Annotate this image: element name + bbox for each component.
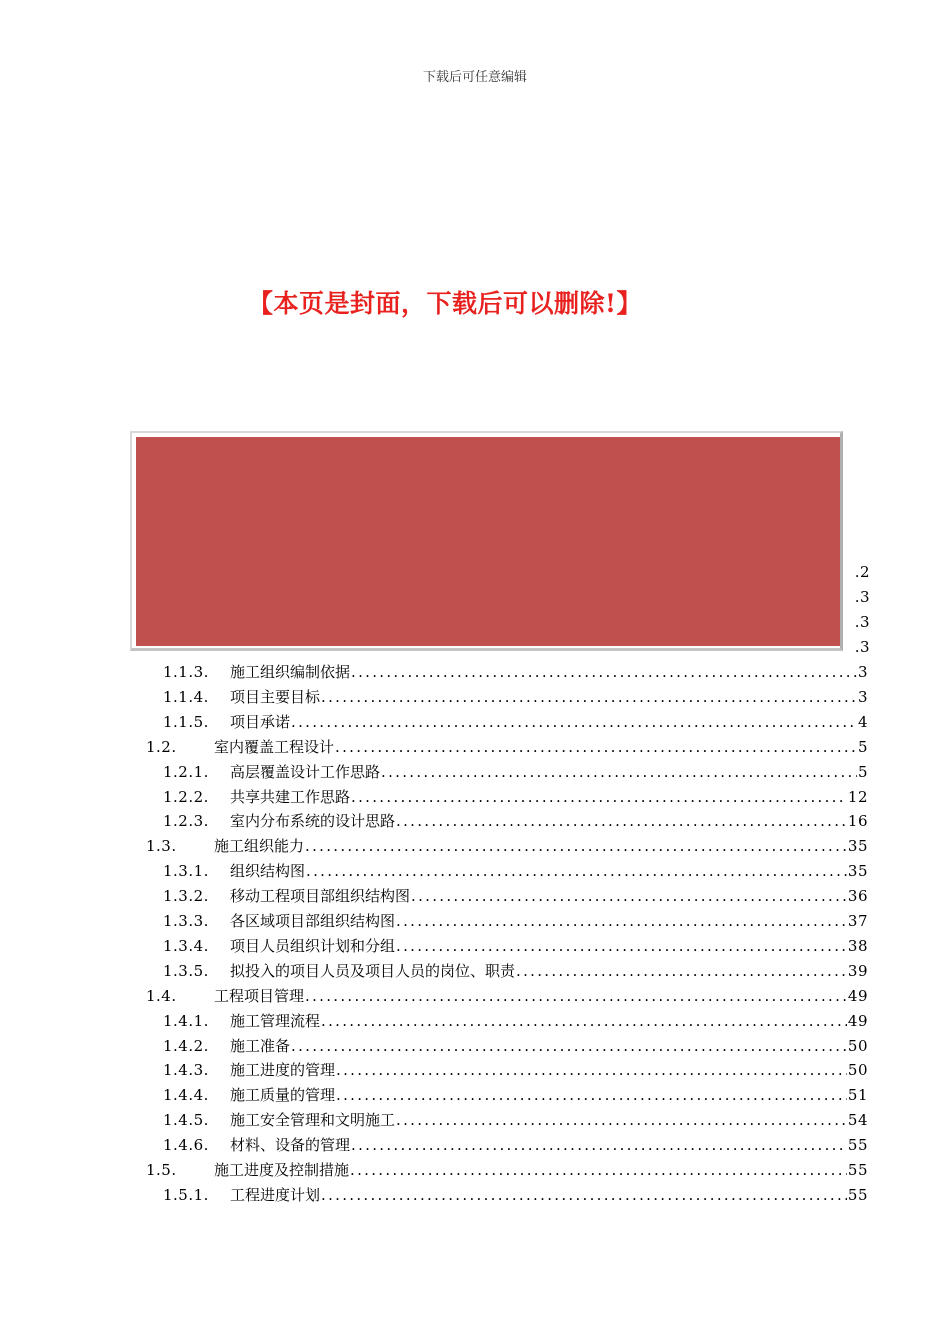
toc-entry[interactable]	[163, 786, 868, 808]
toc-entry[interactable]	[163, 935, 868, 957]
toc-entry-title: 施工质量的管理	[230, 1086, 336, 1105]
toc-entry[interactable]	[163, 1109, 868, 1131]
toc-entry-page: 37	[847, 912, 868, 930]
toc-entry-title: 项目主要目标	[230, 687, 321, 706]
toc-entry-number: 1.3.5.	[163, 961, 209, 980]
toc-entry-number: 1.4.6.	[163, 1136, 209, 1155]
toc-entry[interactable]	[146, 1159, 868, 1181]
toc-entry-title: 高层覆盖设计工作思路	[230, 762, 381, 781]
toc-entry-title: 施工准备	[230, 1036, 291, 1055]
toc-entry-number: 1.2.	[146, 737, 177, 756]
toc-dot-leader	[396, 1109, 847, 1131]
toc-entry-number: 1.3.1.	[163, 862, 209, 881]
toc-dot-leader	[336, 1084, 847, 1106]
toc-dot-leader	[336, 1059, 847, 1081]
toc-entry[interactable]	[163, 711, 868, 733]
toc-entry[interactable]	[163, 1134, 868, 1156]
toc-entry-number: 1.3.3.	[163, 912, 209, 930]
toc-entry-page: 49	[847, 986, 868, 1005]
toc-entry-page: 38	[847, 936, 868, 955]
toc-dot-leader	[306, 860, 847, 882]
toc-entry-page: 54	[847, 1111, 868, 1130]
toc-entry-title: 项目承诺	[230, 712, 291, 731]
toc-stub-page: .3	[854, 588, 870, 606]
toc-dot-leader	[351, 661, 857, 683]
toc-stub-page: .3	[854, 638, 870, 656]
toc-entry-number: 1.5.	[146, 1161, 177, 1179]
toc-entry[interactable]	[163, 661, 868, 683]
toc-entry-title: 室内分布系统的设计思路	[230, 812, 396, 831]
toc-entry[interactable]	[163, 686, 868, 708]
toc-entry-number: 1.3.2.	[163, 887, 209, 906]
toc-dot-leader	[321, 1010, 847, 1032]
toc-entry-title: 施工组织编制依据	[230, 663, 351, 681]
toc-dot-leader	[381, 761, 857, 783]
toc-entry[interactable]	[163, 1184, 868, 1206]
toc-entry[interactable]	[146, 736, 868, 758]
toc-entry-title: 材料、设备的管理	[230, 1136, 351, 1155]
toc-entry-page: 3	[857, 663, 868, 681]
toc-entry-number: 1.4.	[146, 986, 177, 1005]
toc-entry-title: 移动工程项目部组织结构图	[230, 887, 411, 906]
toc-entry-page: 36	[847, 887, 868, 906]
toc-entry-title: 施工进度及控制措施	[214, 1161, 350, 1179]
toc-entry-page: 16	[847, 812, 868, 831]
toc-entry-number: 1.4.3.	[163, 1061, 209, 1080]
toc-entry-number: 1.3.	[146, 837, 177, 856]
toc-dot-leader	[335, 736, 857, 758]
toc-entry[interactable]	[163, 910, 868, 932]
toc-entry[interactable]	[163, 960, 868, 982]
toc-entry[interactable]	[163, 1084, 868, 1106]
toc-entry[interactable]	[163, 810, 868, 832]
toc-entry[interactable]	[146, 985, 868, 1007]
toc-entry-number: 1.4.5.	[163, 1111, 209, 1130]
toc-entry-page: 55	[847, 1185, 868, 1204]
toc-entry-page: 3	[857, 687, 868, 706]
toc-entry-title: 工程进度计划	[230, 1185, 321, 1204]
toc-stub-page: .2	[854, 563, 870, 581]
toc-entry-number: 1.4.2.	[163, 1036, 209, 1055]
toc-entry-page: 55	[847, 1161, 868, 1179]
toc-entry-number: 1.2.3.	[163, 812, 209, 831]
toc-entry-page: 49	[847, 1011, 868, 1030]
toc-entry-title: 共享共建工作思路	[230, 787, 351, 806]
toc-entry-title: 组织结构图	[230, 862, 306, 881]
toc-entry-page: 50	[847, 1061, 868, 1080]
toc-entry-title: 各区域项目部组织结构图	[230, 912, 396, 930]
toc-entry-number: 1.1.4.	[163, 687, 209, 706]
toc-entry[interactable]	[163, 1059, 868, 1081]
toc-entry[interactable]	[163, 1010, 868, 1032]
toc-entry-page: 5	[857, 737, 868, 756]
toc-entry-page: 35	[847, 862, 868, 881]
page-header: 下载后可任意编辑	[422, 70, 527, 85]
toc-dot-leader	[291, 711, 857, 733]
toc-entry-number: 1.4.1.	[163, 1011, 209, 1030]
toc-entry-number: 1.2.1.	[163, 762, 209, 781]
toc-entry-title: 施工组织能力	[214, 837, 305, 856]
toc-entry-page: 39	[847, 961, 868, 980]
toc-stub-page: .3	[854, 613, 870, 631]
toc-entry-number: 1.3.4.	[163, 936, 209, 955]
toc-entry-page: 50	[847, 1036, 868, 1055]
toc-entry[interactable]	[163, 1035, 868, 1057]
toc-entry[interactable]	[163, 761, 868, 783]
toc-entry-title: 工程项目管理	[214, 986, 305, 1005]
toc-dot-leader	[321, 686, 857, 708]
toc-entry[interactable]	[163, 885, 868, 907]
toc-entry-number: 1.4.4.	[163, 1086, 209, 1105]
toc-entry-page: 12	[847, 787, 868, 806]
toc-entry-number: 1.5.1.	[163, 1185, 209, 1204]
toc-dot-leader	[516, 960, 847, 982]
cover-delete-notice: 【本页是封面，下载后可以删除!】	[248, 289, 642, 318]
toc-dot-leader	[396, 935, 847, 957]
toc-dot-leader	[396, 810, 847, 832]
toc-entry-title: 室内覆盖工程设计	[214, 737, 335, 756]
toc-dot-leader	[291, 1035, 847, 1057]
toc-entry-title: 项目人员组织计划和分组	[230, 936, 396, 955]
toc-entry-title: 施工进度的管理	[230, 1061, 336, 1080]
toc-dot-leader	[411, 885, 847, 907]
toc-dot-leader	[305, 835, 847, 857]
toc-dot-leader	[321, 1184, 847, 1206]
toc-entry-number: 1.1.5.	[163, 712, 209, 731]
toc-entry-title: 拟投入的项目人员及项目人员的岗位、职责	[230, 961, 516, 980]
toc-dot-leader	[396, 910, 847, 932]
toc-dot-leader	[350, 1159, 847, 1181]
toc-dot-leader	[351, 786, 847, 808]
toc-entry-title: 施工安全管理和文明施工	[230, 1111, 396, 1130]
toc-entry[interactable]	[146, 835, 868, 857]
toc-entry-page: 51	[847, 1086, 868, 1105]
toc-dot-leader	[305, 985, 847, 1007]
toc-entry-title: 施工管理流程	[230, 1011, 321, 1030]
toc-entry-page: 55	[847, 1136, 868, 1155]
toc-dot-leader	[351, 1134, 847, 1156]
toc-entry-page: 4	[857, 712, 868, 731]
toc-entry-page: 5	[857, 762, 868, 781]
toc-entry-number: 1.2.2.	[163, 787, 209, 806]
toc-entry-number: 1.1.3.	[163, 663, 209, 681]
toc-entry[interactable]	[163, 860, 868, 882]
toc-entry-page: 35	[847, 837, 868, 856]
